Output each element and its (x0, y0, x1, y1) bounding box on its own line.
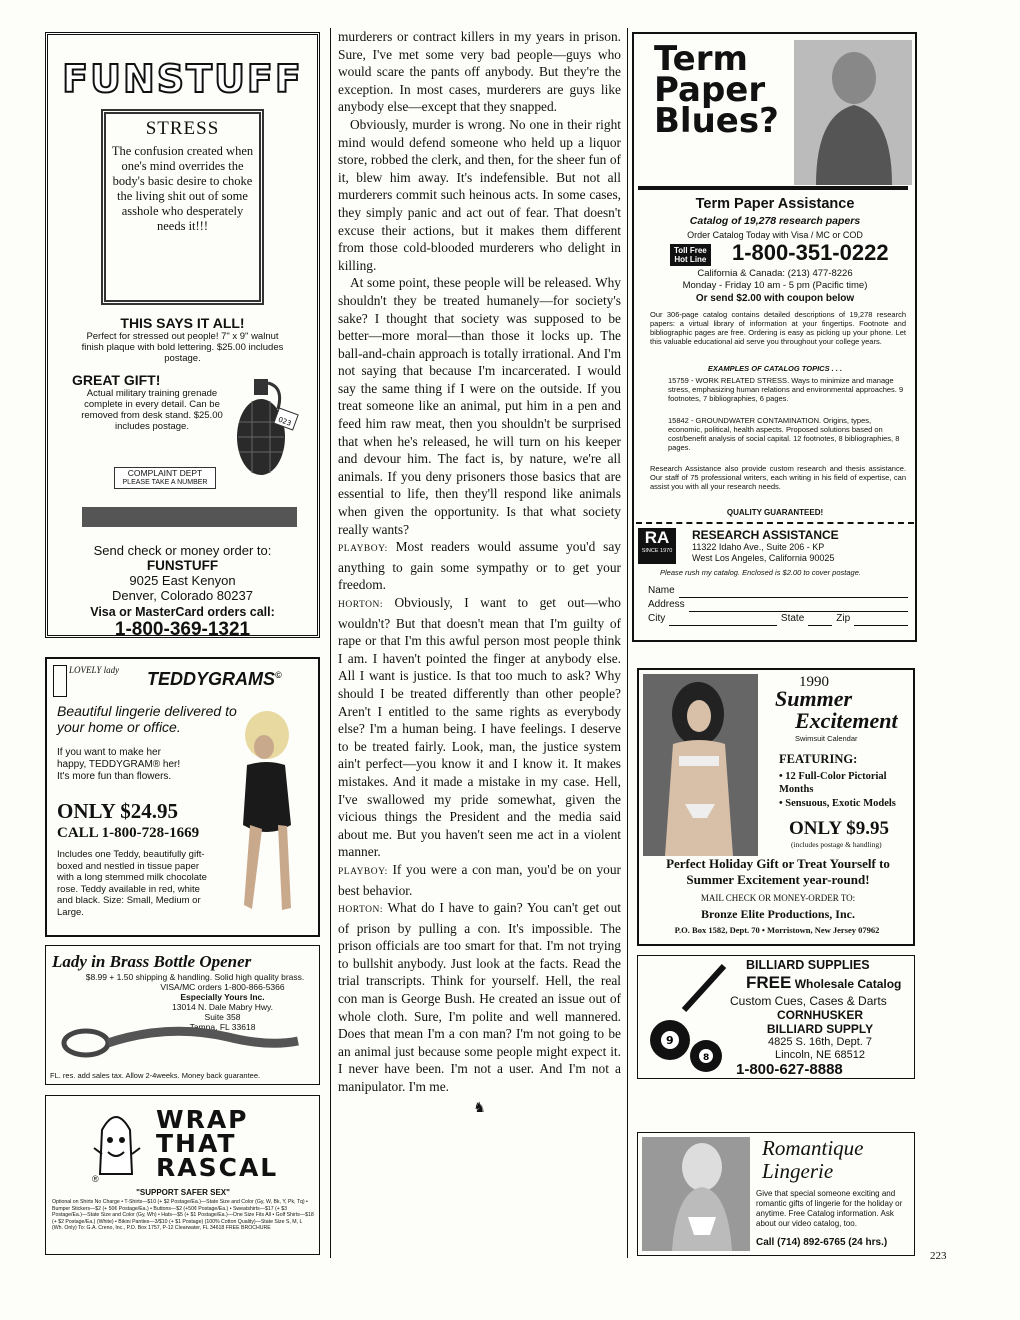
teddy-call: CALL 1-800-728-1669 (57, 825, 200, 841)
teddy-brand: LOVELY lady (69, 665, 120, 675)
summer-title: Summer Excitement (775, 686, 898, 733)
complaint-sign (114, 467, 216, 489)
plaque-text: The confusion created when one's mind overrides the body's basic desire to choke the living shit out of some asshole who desperately needs it!!! (111, 144, 254, 233)
answer-2: HORTON: What do I have to gain? You can't get out of prison by pulling a con. It's impossible. The prison officials are too smart for that. I'm not trying to bullshit anybody. Just look at the facts. Read the trial transcripts. Think for yourself. Hell, the real con man is George Bush. He created an issue out of whole cloth. Sure, I'm polite and well mannered. Does that mean I'm a con man? I'm not going to be an animal just because some people might expect it. I never have been. I'm not a user. And I'm not a manipulator. I'm me. (338, 900, 622, 1095)
student-photo (794, 40, 912, 185)
city-field[interactable] (669, 612, 777, 626)
summer-price: ONLY $9.95 (789, 818, 889, 839)
billiard-free-line: FREE Wholesale Catalog (746, 973, 902, 992)
plaque-title: STRESS (145, 118, 220, 139)
funstuff-addr2: Denver, Colorado 80237 (112, 588, 253, 603)
page-number: 223 (930, 1250, 947, 1262)
teddygrams-ad (45, 657, 320, 937)
teddy-body1: If you want to make her happy, TEDDYGRAM® her! It's more fun than flowers. (57, 747, 181, 782)
romantique-title: Romantique Lingerie (762, 1136, 864, 1183)
term-phone: 1-800-351-0222 (732, 240, 889, 265)
summer-address: P.O. Box 1582, Dept. 70 • Morristown, New Jersey 07962 (674, 925, 880, 935)
term-or: Or send $2.00 with coupon below (695, 293, 855, 304)
billiard-supplies-ad (637, 955, 915, 1079)
end-mark-icon: ♞ (473, 1100, 486, 1116)
answer-1: HORTON: Obviously, I want to get out—who wouldn't? But that doesn't mean that I'm guilty of rape or that I'm this awful person most people think I am. I haven't pointed the finger at anybody else. All I want is justice. Is that too much to ask? Why should I be treated differently than other people? Aren't I entitled to the same rights as everybody else? I'm a human being. I have feelings. I deserve to be treated fairly. Look, man, the justice system ain't perfect—you know it and I know it. It makes mistakes. And it made a mistake in my case. Hell, I've swallowed my pride somewhat, given the vicious things the President and the media said about me. But you haven't seen me act in a violent manner. (338, 595, 621, 860)
stress-plaque (101, 109, 264, 305)
ra-addr2: West Los Angeles, California 90025 (692, 553, 835, 563)
billiard-phone: 1-800-627-8888 (736, 1061, 843, 1078)
term-custom: Research Assistance also provide custom research and thesis assistance. Our staff of 75 professional writers, each writing in his field of expertise, can assist you with all your research needs. (650, 464, 906, 491)
desk-stand (82, 507, 297, 527)
term-ca: California & Canada: (213) 477-8226 (697, 268, 853, 279)
city-label: City (648, 613, 666, 624)
funstuff-send: Send check or money order to: (93, 543, 272, 558)
wrap-that-rascal-ad (45, 1095, 320, 1255)
para-1: murderers or contract killers in my years in prison. Sure, I've met some very bad people—guys who would scare the pants off anybody. But they're the exception. In most cases, murderers are guys like anybody else—except that they snapped. (338, 29, 621, 115)
summer-year: 1990 (799, 674, 829, 690)
condom-mascot-icon (88, 1108, 146, 1180)
bottle-l5: Suite 358 (204, 1012, 241, 1022)
model-photo (212, 707, 312, 932)
funstuff-h1: THIS SAYS IT ALL! (120, 315, 245, 331)
bottle-l3: Especially Yours Inc. (180, 992, 265, 1002)
zip-field[interactable] (854, 612, 908, 626)
grenade-section (52, 372, 313, 507)
wrap-reg: ® (92, 1174, 99, 1184)
para-3: At some point, these people will be released. Why shouldn't they be treated humanely—for society's sake? I thought that society was supposed to be better—more moral—than those it locks up. The ball-and-chain approach is totally irrational. And I'm not saying that because I'm incarcerated. I would say the same thing if I were on the outside. If you treat someone like an animal, put him in a pen and feed him raw meat, then you shouldn't be surprised that when he's released, he will turn on his keeper and devour him. The fact is, by nature, we're all animals. If you deny prisoners those basics that are essential to life, then they'll respond like animals when given the opportunity. Is that what society really wants? (338, 275, 621, 537)
wrap-slogan: "SUPPORT SAFER SEX" (136, 1188, 230, 1197)
bottle-l4: 13014 N. Dale Mabry Hwy. (172, 1002, 273, 1012)
zip-label: Zip (836, 613, 851, 624)
summer-excitement-ad (637, 668, 915, 946)
question-1: PLAYBOY: Most readers would assume you'd say anything to gain some sympathy or to get your freedom. (338, 539, 621, 593)
column-rule-left (330, 28, 331, 1258)
funstuff-name: FUNSTUFF (146, 558, 219, 573)
grenade-tag: 023 (277, 415, 293, 428)
romantique-lingerie-ad (637, 1132, 915, 1256)
name-label: Name (648, 585, 675, 596)
funstuff-ad (45, 32, 320, 638)
term-order: Order Catalog Today with Visa / MC or COD (687, 230, 863, 240)
summer-company: Bronze Elite Productions, Inc. (701, 907, 855, 921)
teddy-body2: Includes one Teddy, beautifully gift-boxed and nestled in tissue paper with a long stemmed milk chocolate rose. Teddy available in red, white and black. Size: Small, Medium or Large. (57, 849, 207, 918)
para-2: Obviously, murder is wrong. No one in their right mind would defend someone who held up a liquor store, robbed the clerk, and then, for the sheer fun of it, blew him away. It's indefensible. But not all murderers commit such heinous acts. In some cases, they simply panic and act out of fear. That doesn't excuse their actions, but it makes them different from those cold-blooded murderers who delight in killing. (338, 116, 621, 273)
billiard-cues: Custom Cues, Cases & Darts (730, 994, 887, 1008)
complaint-line1: COMPLAINT DEPT (127, 468, 203, 478)
funstuff-d1: Perfect for stressed out people! 7" x 9" walnut finish plaque with bold lettering. $25.00 includes postage. (81, 331, 284, 364)
billiard-name2: BILLIARD SUPPLY (766, 1022, 874, 1036)
coupon-form (648, 584, 908, 626)
summer-featuring: FEATURING: (779, 752, 858, 766)
teddy-price: ONLY $24.95 (57, 799, 178, 823)
state-field[interactable] (808, 612, 832, 626)
ra-rush: Please rush my catalog. Enclosed is $2.00 to cover postage. (660, 568, 861, 577)
term-divider (638, 186, 908, 190)
term-paper-ad (632, 32, 917, 642)
bottle-title: Lady in Brass Bottle Opener (52, 952, 252, 971)
teddy-brand-tab (53, 665, 67, 697)
bottle-l2: VISA/MC orders 1-800-866-5366 (160, 982, 285, 992)
billiard-addr2: Lincoln, NE 68512 (775, 1049, 865, 1061)
funstuff-addr1: 9025 East Kenyon (129, 573, 236, 588)
billiard-heading: BILLIARD SUPPLIES (746, 958, 870, 972)
romantique-call: Call (714) 892-6765 (24 hrs.) (756, 1237, 888, 1248)
summer-gift: Perfect Holiday Gift or Treat Yourself to Summer Excitement year-round! (666, 856, 890, 887)
summer-mail: MAIL CHECK OR MONEY-ORDER TO: (700, 893, 856, 903)
billiard-addr1: 4825 S. 16th, Dept. 7 (768, 1036, 872, 1048)
ra-name: RESEARCH ASSISTANCE (692, 528, 839, 542)
summer-sub: Swimsuit Calendar (795, 734, 858, 743)
toll-free-badge: Toll Free Hot Line (670, 244, 711, 266)
grenade-icon (224, 377, 304, 487)
summer-f2: • Sensuous, Exotic Models (779, 798, 896, 809)
wrap-title: WRAP THAT RASCAL (156, 1105, 279, 1182)
teddy-tagline: Beautiful lingerie delivered to your home or office. (57, 703, 237, 735)
ra-logo: RA SINCE 1970 (638, 528, 676, 564)
lingerie-photo (642, 1137, 750, 1251)
bottle-opener-image (56, 1021, 306, 1061)
bottle-l1: $8.99 + 1.50 shipping & handling. Solid high quality brass. (85, 972, 305, 982)
romantique-body: Give that special someone exciting and romantic gifts of lingerie for the holiday or anytime. Free Catalog information. Ask about our video catalog, too. (756, 1189, 903, 1228)
address-label: Address (648, 599, 685, 610)
term-example-1: 15759 - WORK RELATED STRESS. Ways to minimize and manage stress, emphasizing human relations and environmental approaches. 9 footnotes, 7 bibliographies, 6 pages. (668, 376, 904, 403)
state-label: State (780, 613, 805, 624)
address-field[interactable] (689, 598, 908, 612)
wrap-fine-print: Optional on Shirts No Charge • T-Shirts—$10 (+ $2 Postage/Ea.)—State Size and Color (Gy, W, Bk, Y, Pk, Tq) • Bumper Stickers—$2 (+ 50¢ Postage/Ea.) • Buttons—$2 (+50¢ Postage/Ea.) • Sweatshirts—$17 (+ $3 Postage/Ea.)—State Size and Color (Gy, Wh) • Hats—$5 (+ $1 Postage/Ea.)—One Size Fits All • Golf Shirts—$18 (+ $2 Postage/Ea.) (White) • Bikini Panties—3/$10 (+ $1 Postage) (100% Cotton Quality)—State Size S, M, L (Wh. Only) To: G.A. Creno, Inc., P.O. Box 1757, P-12 Clearwater, FL 34618 FREE BROCHURE (52, 1199, 314, 1232)
summer-f1: • 12 Full-Color Pictorial Months (779, 771, 887, 795)
billiard-name1: CORNHUSKER (776, 1008, 863, 1022)
question-2: PLAYBOY: If you were a con man, you'd be on your best behavior. (338, 861, 621, 898)
name-field[interactable] (679, 584, 908, 598)
column-rule-right (627, 28, 628, 1258)
funstuff-logo: FUNSTUFF (62, 57, 303, 101)
ra-addr1: 11322 Idaho Ave., Suite 206 - KP (692, 542, 825, 552)
billiard-balls-icon (644, 960, 736, 1072)
complaint-line2: PLEASE TAKE A NUMBER (122, 479, 208, 486)
bottle-opener-ad (45, 945, 320, 1085)
term-hours: Monday - Friday 10 am - 5 pm (Pacific time) (682, 280, 868, 291)
funstuff-d2: Actual military training grenade complete in every detail. Can be removed from desk stand. $25.00 includes postage. (81, 388, 223, 432)
term-body: Our 306-page catalog contains detailed descriptions of 19,278 research papers: a virtual library of information at your fingertips. Footnote and bibliographic pages are free. Ordering is easy as picking up your phone. Let this valuable educational aid serve you throughout your college years. (650, 310, 906, 346)
funstuff-cards: Visa or MasterCard orders call: (90, 605, 275, 619)
term-examples: EXAMPLES OF CATALOG TOPICS . . . (707, 364, 843, 373)
teddy-title: TEDDYGRAMS© (147, 669, 282, 689)
interview-text (338, 28, 621, 1117)
funstuff-phone: 1-800-369-1321 (114, 619, 251, 640)
term-heading: Term Paper Assistance (695, 196, 855, 212)
bottle-foot: FL. res. add sales tax. Allow 2-4weeks. Money back guarantee. (50, 1071, 261, 1080)
swimsuit-model-photo (643, 674, 758, 856)
svg-text:8: 8 (703, 1053, 710, 1063)
bottle-l6: Tampa, FL 33618 (189, 1022, 256, 1032)
term-example-2: 15842 - GROUNDWATER CONTAMINATION. Origins, types, economic, political, health aspects. Proposed solutions based on cost/benefit analysis of social capital. 12 footnotes, 8 bibliographies, 8 pages. (668, 416, 900, 452)
funstuff-h2: GREAT GIFT! (72, 372, 161, 388)
term-guarantee: QUALITY GUARANTEED! (726, 508, 824, 517)
svg-text:9: 9 (666, 1034, 674, 1047)
summer-ph: (includes postage & handling) (791, 840, 882, 849)
term-title: Term Paper Blues? (654, 39, 779, 141)
term-sub: Catalog of 19,278 research papers (689, 215, 861, 227)
coupon-border (636, 522, 914, 524)
